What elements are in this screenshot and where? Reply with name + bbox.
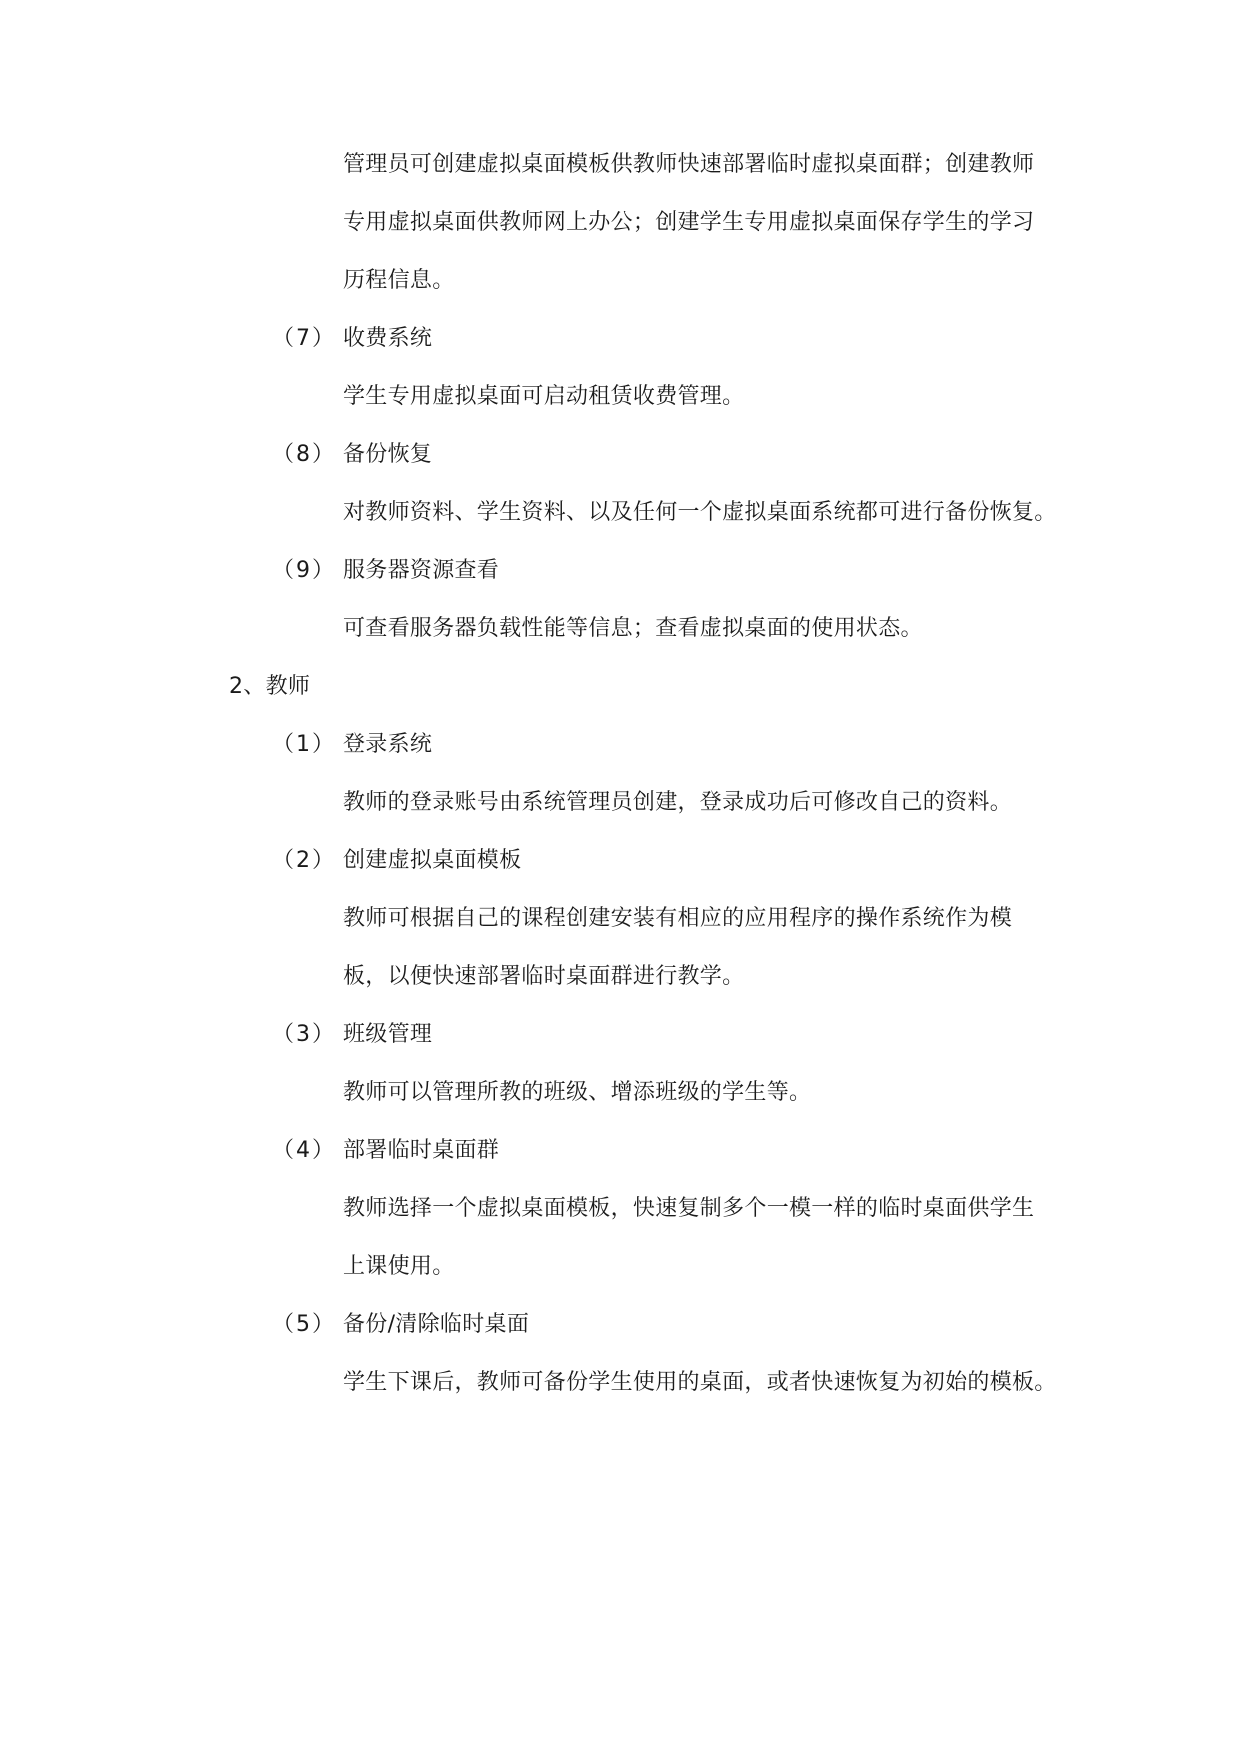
item-title: 收费系统 xyxy=(343,326,433,351)
item-description: 板，以便快速部署临时桌面群进行教学。 xyxy=(343,964,745,989)
item-number: （1） xyxy=(272,732,336,757)
item-title: 班级管理 xyxy=(343,1022,433,1047)
item-number: （4） xyxy=(272,1138,336,1163)
item-description: 教师的登录账号由系统管理员创建，登录成功后可修改自己的资料。 xyxy=(343,790,1013,815)
item-description: 学生专用虚拟桌面可启动租赁收费管理。 xyxy=(343,384,745,409)
item-description: 教师可以管理所教的班级、增添班级的学生等。 xyxy=(343,1080,812,1105)
intro-line: 历程信息。 xyxy=(343,268,455,293)
item-title: 备份/清除临时桌面 xyxy=(343,1312,530,1337)
item-number: （2） xyxy=(272,848,336,873)
item-number: （8） xyxy=(272,442,336,467)
item-description: 上课使用。 xyxy=(343,1254,455,1279)
intro-line: 管理员可创建虚拟桌面模板供教师快速部署临时虚拟桌面群；创建教师 xyxy=(343,152,1035,177)
item-description: 对教师资料、学生资料、以及任何一个虚拟桌面系统都可进行备份恢复。 xyxy=(343,500,1057,525)
item-description: 教师可根据自己的课程创建安装有相应的应用程序的操作系统作为模 xyxy=(343,906,1013,931)
item-description: 可查看服务器负载性能等信息；查看虚拟桌面的使用状态。 xyxy=(343,616,923,641)
item-number: （7） xyxy=(272,326,336,351)
item-number: （9） xyxy=(272,558,336,583)
item-title: 服务器资源查看 xyxy=(343,558,500,583)
item-title: 创建虚拟桌面模板 xyxy=(343,848,522,873)
item-title: 部署临时桌面群 xyxy=(343,1138,500,1163)
item-description: 学生下课后，教师可备份学生使用的桌面，或者快速恢复为初始的模板。 xyxy=(343,1370,1057,1395)
item-title: 备份恢复 xyxy=(343,442,433,467)
section-heading: 2、教师 xyxy=(229,674,311,699)
item-number: （3） xyxy=(272,1022,336,1047)
item-description: 教师选择一个虚拟桌面模板，快速复制多个一模一样的临时桌面供学生 xyxy=(343,1196,1035,1221)
item-number: （5） xyxy=(272,1312,336,1337)
item-title: 登录系统 xyxy=(343,732,433,757)
intro-line: 专用虚拟桌面供教师网上办公；创建学生专用虚拟桌面保存学生的学习 xyxy=(343,210,1035,235)
